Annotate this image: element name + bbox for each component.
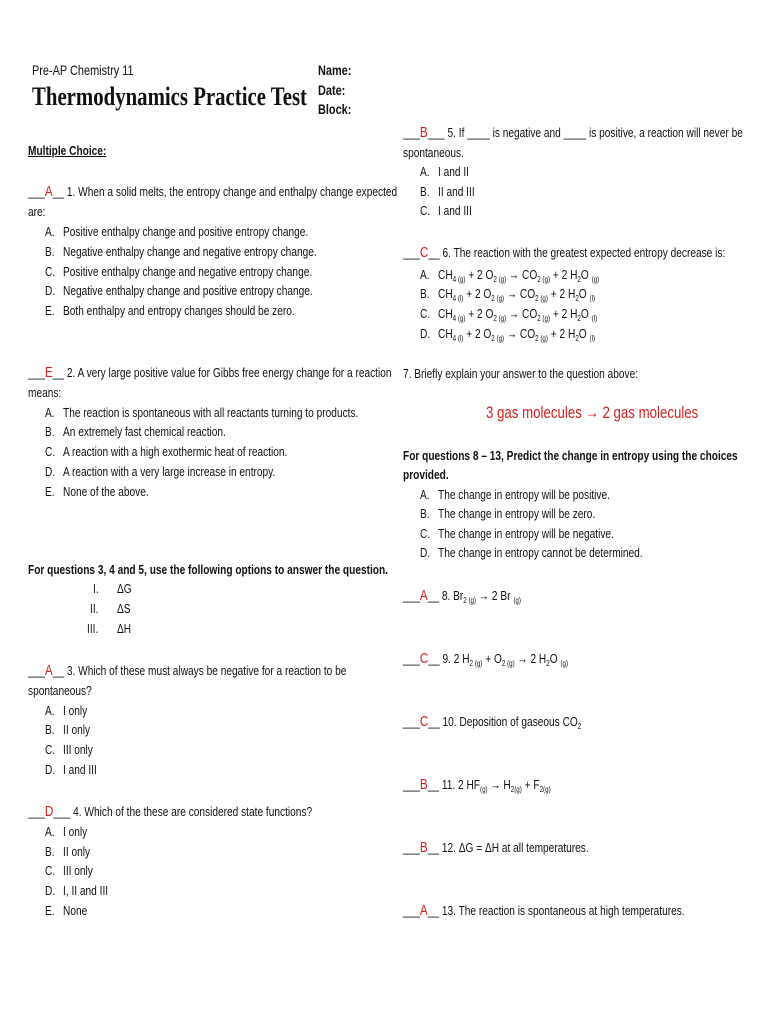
answer-3: A	[44, 662, 53, 679]
option-letter: A.	[420, 267, 430, 282]
option-letter: B.	[45, 424, 55, 439]
question-4: ___D___ 4. Which of the these are considered state functions?	[28, 803, 313, 820]
option-letter: D.	[45, 464, 56, 479]
date-label: Date:	[318, 82, 346, 98]
equation-d: $CH_{4 (l)} + 2$ $O_{2 (g)} \to CO_{2 (g)} + 2$ $H_2O$ $_{(l)}$	[438, 326, 596, 343]
answer-8: A	[419, 587, 428, 604]
option-letter: C.	[45, 742, 56, 757]
answer-13: A	[419, 902, 428, 919]
arrow-icon: →	[585, 403, 599, 422]
option-text: The change in entropy will be positive.	[438, 487, 610, 502]
option-letter: B.	[45, 244, 55, 259]
option-text: An extremely fast chemical reaction.	[63, 424, 226, 439]
option-text: The change in entropy cannot be determined.	[438, 545, 643, 560]
numeral-text: ΔG	[117, 581, 132, 596]
option-letter: D.	[45, 762, 56, 777]
question-2: ___E__ 2. A very large positive value for Gibbs free energy change for a reaction	[28, 364, 392, 381]
answer-1: A	[44, 183, 53, 200]
answer-11: B	[419, 776, 428, 793]
section-multiple-choice: Multiple Choice:	[28, 143, 107, 158]
option-letter: C.	[45, 264, 56, 279]
option-text: The reaction is spontaneous with all reactants turning to products.	[63, 405, 359, 420]
question-2-cont: means:	[28, 385, 62, 400]
arrow-icon: →	[506, 326, 518, 341]
option-text: I only	[63, 824, 88, 839]
option-letter: E.	[45, 303, 55, 318]
option-letter: C.	[45, 863, 56, 878]
option-letter: A.	[45, 224, 55, 239]
option-text: None	[63, 903, 88, 918]
question-12: ___B__ 12. ΔG = ΔH at all temperatures.	[403, 839, 589, 856]
option-text: III only	[63, 863, 93, 878]
option-text: II only	[63, 722, 91, 737]
question-11: ___B__ 11. 2 $HF_{(g)} \to H_{2(g)} + F_{2(g)}$	[403, 776, 551, 794]
numeral-text: ΔS	[117, 601, 131, 616]
question-3: ___A__ 3. Which of these must always be negative for a reaction to be	[28, 662, 347, 679]
arrow-icon: →	[517, 651, 528, 666]
answer-10: C	[419, 713, 429, 730]
question-6: ___C__ 6. The reaction with the greatest expected entropy decrease is:	[403, 244, 726, 261]
option-letter: C.	[420, 203, 431, 218]
option-letter: D.	[420, 326, 431, 341]
option-text: None of the above.	[63, 484, 149, 499]
question-7: 7. Briefly explain your answer to the question above:	[403, 366, 639, 381]
option-text: Positive enthalpy change and positive entropy change.	[63, 224, 309, 239]
option-letter: A.	[420, 164, 430, 179]
option-letter: B.	[420, 506, 430, 521]
answer-5: B	[419, 124, 428, 141]
instruction-q8-13-cont: provided.	[403, 467, 449, 482]
option-letter: B.	[420, 286, 430, 301]
option-text: I and III	[438, 203, 472, 218]
name-label: Name:	[318, 62, 352, 78]
option-letter: A.	[45, 824, 55, 839]
option-text: Positive enthalpy change and negative entropy change.	[63, 264, 313, 279]
numeral: III.	[87, 621, 99, 636]
option-text: I only	[63, 703, 88, 718]
option-letter: C.	[45, 444, 56, 459]
option-letter: C.	[420, 526, 431, 541]
question-13: ___A__ 13. The reaction is spontaneous at high temperatures.	[403, 902, 685, 919]
block-label: Block:	[318, 101, 352, 117]
option-letter: A.	[420, 487, 430, 502]
option-text: I, II and III	[63, 883, 109, 898]
numeral: I.	[93, 581, 99, 596]
answer-9: C	[419, 650, 429, 667]
option-text: The change in entropy will be negative.	[438, 526, 614, 541]
question-1: ___A__ 1. When a solid melts, the entropy change and enthalpy change expected	[28, 183, 398, 200]
arrow-icon: →	[509, 267, 520, 282]
option-letter: D.	[45, 283, 56, 298]
option-letter: A.	[45, 703, 55, 718]
question-5: ___B___ 5. If ____ is negative and ____ is positive, a reaction will never be	[403, 124, 743, 141]
arrow-icon: →	[478, 588, 490, 603]
option-text: I and II	[438, 164, 470, 179]
answer-4: D	[44, 803, 54, 820]
option-letter: C.	[420, 306, 431, 321]
instruction-q8-13: For questions 8 – 13, Predict the change in entropy using the choices	[403, 448, 738, 463]
equation-c: $CH_{4 (g)} + 2$ $O_{2 (g)} \to CO_{2 (g)} + 2$ $H_2O$ $_{(l)}$	[438, 306, 598, 323]
option-text: A reaction with a very large increase in entropy.	[63, 464, 276, 479]
option-text: II only	[63, 844, 91, 859]
instruction-q3-5: For questions 3, 4 and 5, use the following options to answer the question.	[28, 562, 389, 577]
option-text: Both enthalpy and entropy changes should be zero.	[63, 303, 295, 318]
question-8: ___A__ 8. $Br_{2 (g)} \to 2$ Br $_{(g)}$	[403, 587, 521, 605]
answer-12: B	[419, 839, 428, 856]
question-3-cont: spontaneous?	[28, 683, 92, 698]
option-letter: B.	[420, 184, 430, 199]
option-text: II and III	[438, 184, 475, 199]
numeral-text: ΔH	[117, 621, 132, 636]
option-text: A reaction with a high exothermic heat of reaction.	[63, 444, 288, 459]
option-text: III only	[63, 742, 93, 757]
arrow-icon: →	[506, 286, 518, 301]
option-letter: D.	[45, 883, 56, 898]
option-letter: B.	[45, 722, 55, 737]
arrow-icon: →	[490, 777, 501, 792]
option-text: I and III	[63, 762, 97, 777]
option-letter: E.	[45, 484, 55, 499]
answer-7: 3 gas molecules → 2 gas molecules	[486, 403, 699, 422]
numeral: II.	[90, 601, 99, 616]
option-letter: A.	[45, 405, 55, 420]
arrow-icon: →	[509, 306, 520, 321]
page-title: Thermodynamics Practice Test	[32, 82, 307, 111]
option-text: Negative enthalpy change and positive entropy change.	[63, 283, 313, 298]
question-9: ___C__ 9. 2 $H_{2 (g)} + O_{2 (g)} \to 2$ $H_2O$ $_{(g)}$	[403, 650, 569, 668]
option-text: Negative enthalpy change and negative entropy change.	[63, 244, 317, 259]
option-letter: B.	[45, 844, 55, 859]
answer-2: E	[44, 364, 53, 381]
question-10: ___C__ 10. Deposition of gaseous $CO_2$	[403, 713, 582, 731]
course-name: Pre-AP Chemistry 11	[32, 62, 134, 78]
equation-b: $CH_{4 (l)} + 2$ $O_{2 (g)} \to CO_{2 (g)} + 2$ $H_2O$ $_{(l)}$	[438, 286, 596, 303]
equation-a: $CH_{4 (g)} + 2$ $O_{2 (g)} \to CO_{2 (g)} + 2$ $H_2O$ $_{(g)}$	[438, 267, 600, 284]
question-5-cont: spontaneous.	[403, 145, 464, 160]
option-text: The change in entropy will be zero.	[438, 506, 596, 521]
option-letter: E.	[45, 903, 55, 918]
option-letter: D.	[420, 545, 431, 560]
question-1-cont: are:	[28, 204, 46, 219]
answer-6: C	[419, 244, 429, 261]
